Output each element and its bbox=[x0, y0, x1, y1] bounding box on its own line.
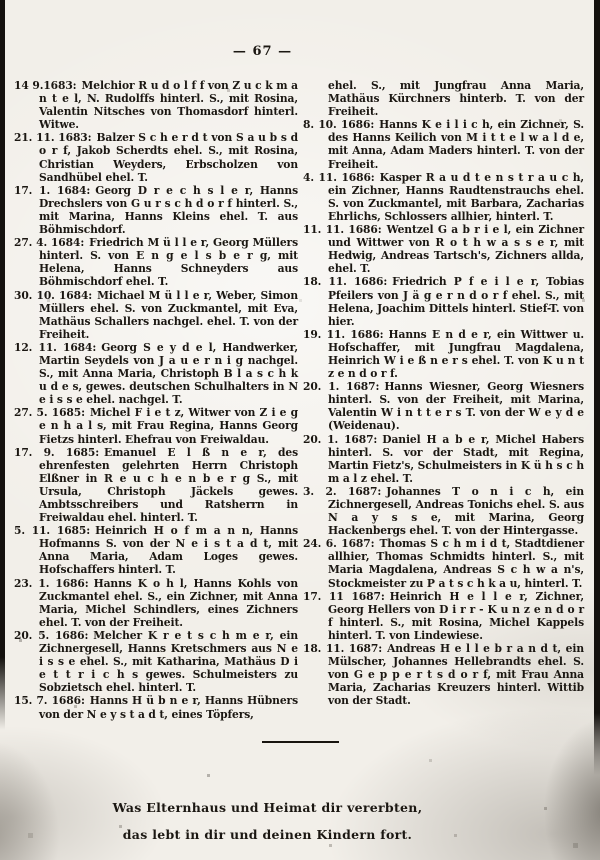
register-entry: 17. 1. 1684: Georg D r e c h s l e r, Hanns Drechslers von G u r s c h d o r f hinterl. S., mit Marina, Hanns Kleins ehel. T. aus Böhmischdorf. bbox=[14, 183, 299, 237]
entry-date: 20. 5. 1686: bbox=[14, 628, 89, 642]
entry-date: 24. 6. 1687: bbox=[303, 537, 375, 551]
entry-date: 11. 11. 1686: bbox=[303, 223, 382, 237]
register-entry: 17. 9. 1685: Emanuel E l ß n e r, des ehrenfesten gelehrten Herrn Christoph Elßner in R e u c h e n b e r g S., mit Ursula, Christoph Jäckels gewes. Ambtsschreibers und Ratsherrn in Freiwaldau ehel. hinterl. T. bbox=[14, 445, 298, 525]
left-column bbox=[14, 79, 298, 721]
register-entry: 20. 1. 1687: Hanns Wiesner, Georg Wiesners hinterl. S. von der Freiheit, mit Marina, Valentin W i n t t e r s T. von der W e y d e (Weidenau). bbox=[303, 380, 584, 433]
register-entry: 19. 11. 1686: Hanns E n d e r, ein Wittwer u. Hofschaffer, mit Jungfrau Magdalena, Heinrich W i e ß n e r s ehel. T. von K u n t z e n d o r f. bbox=[303, 327, 584, 381]
entry-date: 23. 1. 1686: bbox=[14, 576, 89, 590]
entry-date: 17. 9. 1685: bbox=[14, 445, 100, 459]
entry-date: 18. 11. 1687: bbox=[303, 642, 383, 656]
register-entry: 27. 4. 1684: Friedrich M ü l l e r, Georg Müllers hinterl. S. von E n g e l s b e r g, mit Helena, Hanns Schneyders aus Böhmischdorf ehel. T. bbox=[14, 236, 299, 289]
entry-date: 4. 11. 1686: bbox=[303, 170, 375, 184]
entry-date: 30. 10. 1684: bbox=[14, 288, 93, 302]
register-entry: 5. 11. 1685: Heinrich H o f m a n n, Hanns Hofmanns S. von der N e i s t a d t, mit Anna Maria, Adam Loges gewes. Hofschaffers hinterl. T. bbox=[14, 524, 298, 577]
entry-date: 20. 1. 1687: bbox=[303, 432, 378, 446]
register-entry: 11. 11. 1686: Wentzel G a b r i e l, ein Zichner und Wittwer von R o t h w a s s e r, mit Hedwig, Andreas Tartsch's, Zichners allda, ehel. T. bbox=[303, 223, 584, 276]
register-entry: 4. 11. 1686: Kasper R a u d t e n s t r a u c h, ein Zichner, Hanns Raudtenstrauchs ehel. S. von Zuckmantel, mit Barbara, Zacharias Ehrlichs, Schlossers allhier, hinterl. T. bbox=[303, 170, 584, 223]
register-entry: 18. 11. 1687: Andreas H e l l e b r a n d t, ein Mülscher, Johannes Hellebrandts ehel. S. von G e p p e r t s d o r f, mit Frau Anna Maria, Zacharias Kreuzers hinterl. Wittib von der Stadt. bbox=[303, 642, 584, 708]
section-divider-rule bbox=[262, 741, 339, 743]
register-entry: 17. 11 1687: Heinrich H e l l e r, Zichner, Georg Hellers von D i r r - K u n z e n d o r f hinterl. S., mit Rosina, Michel Kappels hinterl. T. von Lindewiese. bbox=[303, 589, 584, 642]
right-column bbox=[303, 79, 584, 708]
entry-date: 19. 11. 1686: bbox=[303, 327, 384, 341]
register-entry: 27. 5. 1685: Michel F i e t z, Witwer von Z i e g e n h a l s, mit Frau Regina, Hanns Georg Fietzs hinterl. Ehefrau von Freiwaldau. bbox=[14, 406, 299, 446]
entry-date: 12. 11. 1684: bbox=[14, 340, 97, 354]
register-entry: 20. 1. 1687: Daniel H a b e r, Michel Habers hinterl. S. vor der Stadt, mit Regina, Martin Fietz's, Schulmeisters in K ü h s c h m a l z ehel. T. bbox=[303, 432, 585, 485]
register-entry: 20. 5. 1686: Melcher K r e t s c h m e r, ein Zichnergesell, Hanns Kretschmers aus N e i s s e ehel. S., mit Katharina, Mathäus D i e t t r i c h s gewes. Schulmeisters zu Sobzietsch ehel. hinterl. T. bbox=[14, 628, 299, 695]
entry-date: 17. 1. 1684: bbox=[14, 183, 91, 197]
scan-edge-artifact-right bbox=[594, 0, 600, 775]
entry-date: 14 9.1683: bbox=[14, 79, 77, 92]
footer-motto bbox=[0, 794, 535, 848]
footer-motto-line-2: das lebt in dir und deinen Kindern fort. bbox=[122, 827, 413, 842]
register-entry: 21. 11. 1683: Balzer S c h e r d t von S a u b s d o r f, Jakob Scherdts ehel. S., mit Rosina, Christian Weyders, Erbscholzen von Sandhübel ehel. T. bbox=[14, 131, 298, 184]
scan-smudge-bottom-right bbox=[545, 720, 600, 860]
scan-edge-artifact-left bbox=[0, 0, 5, 730]
entry-date: 15. 7. 1686: bbox=[14, 694, 85, 708]
scan-noise-speckles bbox=[0, 0, 1, 1]
entry-date: 17. 11 1687: bbox=[303, 589, 385, 603]
register-entry: 15. 7. 1686: Hanns H ü b n e r, Hanns Hübners von der N e y s t a d t, eines Töpfers, bbox=[14, 694, 298, 721]
entry-date: 3. 2. 1687: bbox=[303, 484, 382, 498]
register-entry: ehel. S., mit Jungfrau Anna Maria, Mathäus Kürchners hinterb. T. von der Freiheit. bbox=[328, 79, 584, 119]
entry-date: 27. 5. 1685: bbox=[14, 406, 85, 420]
register-entry: 3. 2. 1687: Johannes T o n i c h, ein Zichnergesell, Andreas Tonichs ehel. S. aus N a y s s e, mit Marina, Georg Hackenbergs ehel. T. von der Hintergasse. bbox=[303, 484, 584, 538]
entry-date: 20. 1. 1687: bbox=[303, 380, 380, 394]
register-entry: 18. 11. 1686: Friedrich P f e i l e r, Tobias Pfeilers von J ä g e r n d o r f ehel. S., mit Helena, Joachim Dittels hinterl. Stief-T. von hier. bbox=[303, 275, 584, 328]
entry-date: 18. 11. 1686: bbox=[303, 275, 388, 289]
register-entry: 23. 1. 1686: Hanns K o h l, Hanns Kohls von Zuckmantel ehel. S., ein Zichner, mit Anna Maria, Michel Schindlers, eines Zichners ehel. T. von der Freiheit. bbox=[14, 576, 298, 629]
footer-motto-line-1: Was Elternhaus und Heimat dir vererbten, bbox=[112, 800, 423, 815]
entry-date: 21. 11. 1683: bbox=[14, 131, 92, 145]
page-number: — 67 — bbox=[232, 44, 293, 59]
register-entry: 24. 6. 1687: Thomas S c h m i d t, Stadtdiener allhier, Thomas Schmidts hinterl. S., mit Maria Magdalena, Andreas S c h w a n's, Stockmeister zu P a t s c h k a u, hinterl. T. bbox=[303, 537, 584, 590]
entry-date: 27. 4. 1684: bbox=[14, 236, 85, 250]
register-entry: 30. 10. 1684: Michael M ü l l e r, Weber, Simon Müllers ehel. S. von Zuckmantel, mit Eva, Mathäus Schallers nachgel. ehel. T. von der Freiheit. bbox=[14, 288, 298, 341]
register-entry: 12. 11. 1684: Georg S e y d e l, Handwerker, Martin Seydels von J a u e r n i g nachgel. S., mit Anna Maria, Christoph B l a s c h k u d e s, gewes. deutschen Schulhalters in N e i s s e ehel. nachgel. T. bbox=[14, 340, 298, 407]
entry-date: 8. 10. 1686: bbox=[303, 118, 375, 132]
register-entry: 14 9.1683: Melchior R u d o l f f von Z u c k m a n t e l, N. Rudolffs hinterl. S., mit Rosina, Valentin Nitsches von Thomasdorf hinterl. Witwe. bbox=[14, 79, 298, 132]
register-entry: 8. 10. 1686: Hanns K e i l i c h, ein Zichner, S. des Hanns Keilich von M i t t e l w a l d e, mit Anna, Adam Maders hinterl. T. von der Freiheit. bbox=[303, 118, 584, 171]
entry-date: 5. 11. 1685: bbox=[14, 524, 91, 538]
